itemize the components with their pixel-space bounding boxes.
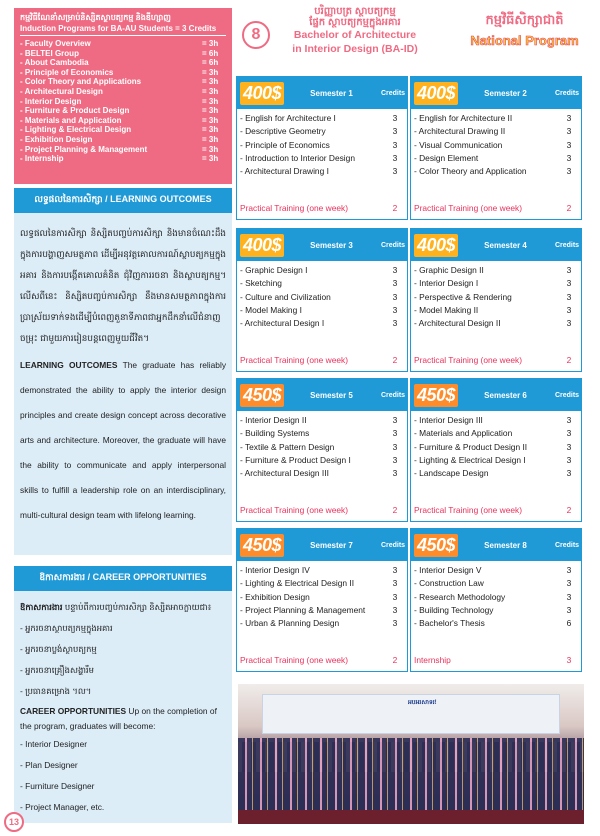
practical-training-credits: 2 xyxy=(566,355,572,365)
course-name: - Architectural Design I xyxy=(240,318,325,329)
course-row xyxy=(414,165,578,178)
national-program-en: National Program xyxy=(470,33,579,48)
course-row xyxy=(240,591,404,604)
course-row xyxy=(414,467,578,480)
learning-outcomes-body xyxy=(14,213,232,555)
course-row xyxy=(414,427,578,440)
semester-tuition-badge: 450$ xyxy=(414,384,458,407)
course-name: - Model Making II xyxy=(414,304,479,315)
learning-outcomes-heading: លទ្ធផលនៃការសិក្សា / LEARNING OUTCOMES xyxy=(14,188,232,213)
induction-item xyxy=(20,116,226,126)
induction-item-label: - Materials and Application xyxy=(20,115,122,125)
induction-item-hours: = 3h xyxy=(202,125,219,135)
course-credits: 3 xyxy=(392,113,398,123)
course-name: - Graphic Design I xyxy=(240,265,308,275)
semester-tuition-badge: 400$ xyxy=(414,234,458,257)
course-row xyxy=(240,441,404,454)
induction-item-hours: = 3h xyxy=(202,86,219,96)
course-name: - Graphic Design II xyxy=(414,265,484,275)
semester-tuition-badge: 450$ xyxy=(240,534,284,557)
career-kh-lead: ឱកាសការងារ xyxy=(20,602,63,612)
induction-item-hours: = 3h xyxy=(202,39,219,48)
induction-item-label: - Internship xyxy=(20,154,64,164)
course-credits: 6 xyxy=(566,618,572,629)
program-title-en-2: in Interior Design (BA-ID) xyxy=(292,43,418,55)
induction-item xyxy=(20,77,226,87)
induction-item-hours: = 3h xyxy=(202,115,219,125)
practical-training-name: Practical Training (one week) xyxy=(414,505,522,515)
induction-en-title: Induction Programs for BA-AU Students = 3 Credits xyxy=(20,24,226,36)
semester-tuition-badge: 400$ xyxy=(414,82,458,105)
induction-item-hours: = 3h xyxy=(202,106,219,116)
semester-header xyxy=(237,229,407,261)
course-credits: 3 xyxy=(392,578,398,589)
induction-item xyxy=(20,39,226,49)
course-name: - Building Technology xyxy=(414,604,494,615)
career-en-intro-text: Up on the completion of the program, graduates will become: xyxy=(20,706,217,731)
semester-course-list xyxy=(411,261,581,330)
career-opportunities-heading: ឱកាសការងារ / CAREER OPPORTUNITIES xyxy=(14,566,232,591)
practical-training-row xyxy=(414,505,578,515)
career-kh-item: - អ្នករចនាស្ថាបត្យកម្មក្នុងអគារ xyxy=(20,623,113,633)
course-credits: 3 xyxy=(566,578,572,589)
career-en-item: - Furniture Designer xyxy=(20,781,95,791)
course-row xyxy=(240,304,404,317)
course-name: - Project Planning & Management xyxy=(240,604,366,615)
course-row xyxy=(240,277,404,290)
course-name: - English for Architecture II xyxy=(414,113,513,123)
course-row xyxy=(414,617,578,630)
learning-outcomes-en-body: The graduate has reliably demonstrated the ability to apply the interior design principles and create design concept across decorative arts and architecture. Moreover, the graduate will have the ability to communicate and apply interpersonal skills to fulfill a leadership role on an interdisciplinary, multi-cultural design team with lifelong learning. xyxy=(20,360,227,520)
induction-item-label: - Architectural Design xyxy=(20,86,103,96)
course-credits: 3 xyxy=(566,152,572,163)
induction-item-label: - Color Theory and Applications xyxy=(20,77,142,87)
credits-column-label: Credits xyxy=(380,541,406,549)
practical-training-credits: 2 xyxy=(392,355,398,365)
induction-item-label: - Lighting & Electrical Design xyxy=(20,125,132,135)
semester-header xyxy=(411,229,581,261)
induction-kh-title: កម្មវិធីណែនាំសម្រាប់និស្សិតស្ថាបត្យកម្ម និងឌីហ្សាញ xyxy=(20,13,171,22)
course-credits: 3 xyxy=(392,265,398,275)
semester-card xyxy=(236,228,408,372)
course-credits: 3 xyxy=(566,318,572,329)
course-name: - Construction Law xyxy=(414,578,484,589)
course-credits: 3 xyxy=(392,278,398,289)
career-kh-intro xyxy=(20,597,226,618)
induction-item xyxy=(20,49,226,59)
course-name: - Lighting & Electrical Design II xyxy=(240,578,355,589)
course-credits: 3 xyxy=(566,565,572,575)
course-row xyxy=(240,617,404,630)
practical-training-name: Practical Training (one week) xyxy=(414,355,522,365)
course-name: - Color Theory and Application xyxy=(414,166,527,177)
career-en-item: - Interior Designer xyxy=(20,739,88,749)
practical-training-row xyxy=(240,203,404,213)
practical-training-credits: 2 xyxy=(392,505,398,515)
semester-course-list xyxy=(411,561,581,630)
semester-title: Semester 2 xyxy=(484,88,527,98)
career-opportunities-panel xyxy=(14,566,232,822)
semester-course-list xyxy=(237,109,407,178)
course-credits: 3 xyxy=(392,304,398,315)
course-name: - Architectural Design II xyxy=(414,318,501,329)
course-credits: 3 xyxy=(392,565,398,575)
course-credits: 3 xyxy=(392,604,398,615)
semester-card xyxy=(236,76,408,220)
career-en-lead: CAREER OPPORTUNITIES xyxy=(20,706,127,716)
course-row xyxy=(240,454,404,467)
semester-header xyxy=(237,529,407,561)
induction-item-label: - Interior Design xyxy=(20,96,82,106)
semester-title: Semester 6 xyxy=(484,390,527,400)
practical-training-name: Practical Training (one week) xyxy=(414,203,522,213)
course-name: - Landscape Design xyxy=(414,468,489,479)
course-name: - Architectural Drawing II xyxy=(414,126,506,137)
semester-card xyxy=(410,378,582,522)
course-row xyxy=(240,264,404,277)
course-name: - Sketching xyxy=(240,278,282,289)
practical-training-row xyxy=(240,655,404,665)
course-credits: 3 xyxy=(392,428,398,439)
induction-item-hours: = 3h xyxy=(202,67,219,77)
career-kh-item: - អ្នករចនាប្លង់ស្ថាបត្យកម្ម xyxy=(20,644,97,654)
photo-stage-floor xyxy=(238,810,584,824)
induction-item-hours: = 3h xyxy=(202,154,219,164)
induction-item-label: - About Cambodia xyxy=(20,58,89,68)
practical-training-credits: 2 xyxy=(566,203,572,213)
course-name: - Furniture & Product Design II xyxy=(414,441,528,452)
program-title-kh-1: បរិញ្ញាបត្រ ស្ថាបត្យកម្ម xyxy=(314,6,396,17)
course-name: - Interior Design I xyxy=(414,278,479,289)
induction-item-label: - Principle of Economics xyxy=(20,67,114,77)
course-row xyxy=(414,304,578,317)
course-row xyxy=(414,125,578,138)
career-en-item: - Plan Designer xyxy=(20,760,78,770)
course-name: - Architectural Drawing I xyxy=(240,166,329,177)
semester-title: Semester 4 xyxy=(484,240,527,250)
course-row xyxy=(414,277,578,290)
practical-training-row xyxy=(240,355,404,365)
course-row xyxy=(414,152,578,165)
career-kh-intro-text: បន្ទាប់ពីការបញ្ចប់ការសិក្សា និស្សិតអាចក្លាយជា៖ xyxy=(62,602,212,612)
semester-card xyxy=(236,528,408,672)
practical-training-name: Practical Training (one week) xyxy=(240,655,348,665)
credits-column-label: Credits xyxy=(554,89,580,97)
course-credits: 3 xyxy=(566,265,572,275)
course-credits: 3 xyxy=(566,428,572,439)
induction-item xyxy=(20,97,226,107)
semester-course-list xyxy=(237,561,407,630)
course-credits: 3 xyxy=(392,126,398,137)
course-row xyxy=(240,467,404,480)
national-program-label xyxy=(452,12,597,48)
semester-header xyxy=(237,77,407,109)
graduation-photo xyxy=(238,684,584,824)
page-number: 13 xyxy=(4,812,24,832)
career-kh-item: - អ្នករចនាគ្រឿងសង្ហារឹម xyxy=(20,665,94,675)
semester-header xyxy=(411,379,581,411)
learning-outcomes-panel xyxy=(14,188,232,554)
course-name: - Exhibition Design xyxy=(240,591,310,602)
course-credits: 3 xyxy=(392,591,398,602)
practical-training-name: Practical Training (one week) xyxy=(240,355,348,365)
induction-item-hours: = 3h xyxy=(202,77,219,87)
course-credits: 3 xyxy=(566,304,572,315)
credits-column-label: Credits xyxy=(554,541,580,549)
semester-title: Semester 5 xyxy=(310,390,353,400)
induction-item-hours: = 3h xyxy=(202,96,219,106)
semester-course-list xyxy=(411,109,581,178)
course-row xyxy=(414,317,578,330)
induction-item xyxy=(20,135,226,145)
semester-title: Semester 3 xyxy=(310,240,353,250)
semester-course-list xyxy=(237,261,407,330)
course-row xyxy=(414,441,578,454)
course-credits: 3 xyxy=(566,591,572,602)
course-credits: 3 xyxy=(392,415,398,425)
course-row xyxy=(240,317,404,330)
course-name: - Perspective & Rendering xyxy=(414,291,512,302)
course-name: - Culture and Civilization xyxy=(240,291,331,302)
semester-title: Semester 8 xyxy=(484,540,527,550)
semester-header xyxy=(411,529,581,561)
induction-item xyxy=(20,154,226,164)
induction-item xyxy=(20,125,226,135)
semester-card xyxy=(410,528,582,672)
course-credits: 3 xyxy=(392,166,398,177)
course-row xyxy=(414,604,578,617)
course-name: - Lighting & Electrical Design I xyxy=(414,454,526,465)
national-program-kh: កម្មវិធីសិក្សាជាតិ xyxy=(485,12,564,27)
course-credits: 3 xyxy=(566,415,572,425)
practical-training-credits: 2 xyxy=(392,655,398,665)
career-kh-list xyxy=(20,618,226,702)
induction-item-hours: = 3h xyxy=(202,134,219,144)
induction-item xyxy=(20,58,226,68)
semester-card xyxy=(410,76,582,220)
practical-training-name: Practical Training (one week) xyxy=(240,203,348,213)
program-number-badge: 8 xyxy=(242,21,270,49)
course-credits: 3 xyxy=(392,468,398,479)
induction-list xyxy=(20,39,226,164)
induction-item-label: - BELTEI Group xyxy=(20,48,79,58)
course-row xyxy=(240,165,404,178)
course-credits: 3 xyxy=(392,139,398,150)
learning-outcomes-en-text xyxy=(20,353,226,528)
course-row xyxy=(240,427,404,440)
course-credits: 3 xyxy=(566,166,572,177)
course-row xyxy=(414,577,578,590)
program-title-kh-2: ផ្នែក ស្ថាបត្យកម្មក្នុងអគារ xyxy=(309,17,401,28)
course-row xyxy=(414,414,578,427)
course-name: - Interior Design III xyxy=(414,415,483,425)
semester-title: Semester 7 xyxy=(310,540,353,550)
learning-outcomes-en-lead: LEARNING OUTCOMES xyxy=(20,360,118,370)
induction-item-label: - Furniture & Product Design xyxy=(20,106,130,116)
credits-column-label: Credits xyxy=(380,89,406,97)
course-name: - Interior Design IV xyxy=(240,565,310,575)
course-row xyxy=(414,264,578,277)
career-kh-item: - ប្រធានគម្រោង ។ល។ xyxy=(20,686,92,696)
practical-training-credits: 2 xyxy=(392,203,398,213)
course-row xyxy=(240,139,404,152)
induction-item-hours: = 6h xyxy=(202,48,219,58)
course-row xyxy=(414,291,578,304)
course-name: - Materials and Application xyxy=(414,428,513,439)
semester-tuition-badge: 450$ xyxy=(414,534,458,557)
semester-card xyxy=(410,228,582,372)
practical-training-credits: 2 xyxy=(566,505,572,515)
career-en-intro xyxy=(20,704,226,734)
course-row xyxy=(240,291,404,304)
course-row xyxy=(414,591,578,604)
course-credits: 3 xyxy=(392,454,398,465)
course-credits: 3 xyxy=(566,278,572,289)
course-row xyxy=(240,577,404,590)
credits-column-label: Credits xyxy=(554,241,580,249)
course-name: - Urban & Planning Design xyxy=(240,618,340,629)
career-en-list xyxy=(20,734,226,818)
course-name: - Descriptive Geometry xyxy=(240,126,326,137)
practical-training-row xyxy=(414,355,578,365)
induction-item-hours: = 6h xyxy=(202,58,219,68)
induction-item xyxy=(20,87,226,97)
practical-training-name: Internship xyxy=(414,655,451,665)
credits-column-label: Credits xyxy=(380,241,406,249)
program-title xyxy=(275,6,435,56)
induction-panel xyxy=(14,8,232,184)
induction-item-label: - Exhibition Design xyxy=(20,134,93,144)
course-credits: 3 xyxy=(392,152,398,163)
induction-item xyxy=(20,68,226,78)
career-en-item: - Project Manager, etc. xyxy=(20,802,105,812)
semester-header xyxy=(411,77,581,109)
course-credits: 3 xyxy=(566,468,572,479)
course-name: - English for Architecture I xyxy=(240,113,336,123)
credits-column-label: Credits xyxy=(554,391,580,399)
course-credits: 3 xyxy=(566,139,572,150)
program-title-en-1: Bachelor of Architecture xyxy=(293,29,417,41)
course-row xyxy=(240,564,404,577)
photo-banner-text: អបអរសាទរ! xyxy=(408,700,437,706)
semester-course-list xyxy=(411,411,581,480)
course-row xyxy=(414,454,578,467)
course-credits: 3 xyxy=(392,318,398,329)
practical-training-row xyxy=(414,655,578,665)
credits-column-label: Credits xyxy=(380,391,406,399)
practical-training-credits: 3 xyxy=(566,655,572,665)
career-opportunities-body xyxy=(14,591,232,823)
semester-tuition-badge: 400$ xyxy=(240,234,284,257)
course-name: - Visual Communication xyxy=(414,139,503,150)
course-credits: 3 xyxy=(566,113,572,123)
induction-item xyxy=(20,106,226,116)
course-row xyxy=(240,112,404,125)
course-name: - Textile & Pattern Design xyxy=(240,441,335,452)
semester-tuition-badge: 400$ xyxy=(240,82,284,105)
course-credits: 3 xyxy=(566,441,572,452)
induction-item-label: - Project Planning & Management xyxy=(20,144,148,154)
course-name: - Model Making I xyxy=(240,304,302,315)
induction-item-label: - Faculty Overview xyxy=(20,39,91,48)
course-name: - Building Systems xyxy=(240,428,310,439)
practical-training-name: Practical Training (one week) xyxy=(240,505,348,515)
course-credits: 3 xyxy=(392,618,398,629)
course-row xyxy=(414,112,578,125)
course-row xyxy=(240,125,404,138)
course-credits: 3 xyxy=(392,291,398,302)
course-name: - Research Methodology xyxy=(414,591,506,602)
course-row xyxy=(414,564,578,577)
course-name: - Introduction to Interior Design xyxy=(240,152,355,163)
course-name: - Interior Design V xyxy=(414,565,482,575)
induction-item xyxy=(20,145,226,155)
course-credits: 3 xyxy=(392,441,398,452)
learning-outcomes-kh-text: លទ្ធផលនៃការសិក្សា និស្សិតបញ្ចប់ការសិក្សា និងមានចំណេះដឹងក្នុងការបង្ហាញសមត្ថភាព ដើម្បីអនុវត្តគោលការណ៍ស្ថាបត្យកម្មក្នុងអគារ និងការបង្កើតគោលគំនិត ជុំវិញការរចនា និងស្ថាបត្យកម្ម។ លើសពីនេះ និស្សិតបញ្ចប់ការសិក្សា នឹងមានសមត្ថភាពក្នុងការប្រាស្រ័យទាក់ទងដើម្បីបំពេញតួនាទីភាពជាអ្នកដឹកនាំលើជំនាញចម្រុះ ជាមួយការរៀនបន្តពេញមួយជីវិត។ xyxy=(20,228,226,343)
course-name: - Architectural Design III xyxy=(240,468,329,479)
practical-training-row xyxy=(414,203,578,213)
course-row xyxy=(240,414,404,427)
course-credits: 3 xyxy=(566,291,572,302)
course-name: - Bachelor's Thesis xyxy=(414,618,485,629)
practical-training-row xyxy=(240,505,404,515)
semester-course-list xyxy=(237,411,407,480)
semester-header xyxy=(237,379,407,411)
induction-item-hours: = 3h xyxy=(202,144,219,154)
semester-title: Semester 1 xyxy=(310,88,353,98)
course-row xyxy=(240,604,404,617)
course-name: - Furniture & Product Design I xyxy=(240,454,351,465)
course-credits: 3 xyxy=(566,604,572,615)
course-credits: 3 xyxy=(566,126,572,137)
course-name: - Design Element xyxy=(414,152,479,163)
semester-tuition-badge: 450$ xyxy=(240,384,284,407)
course-name: - Principle of Economics xyxy=(240,139,330,150)
course-row xyxy=(414,139,578,152)
course-credits: 3 xyxy=(566,454,572,465)
course-row xyxy=(240,152,404,165)
semester-card xyxy=(236,378,408,522)
course-name: - Interior Design II xyxy=(240,415,307,425)
